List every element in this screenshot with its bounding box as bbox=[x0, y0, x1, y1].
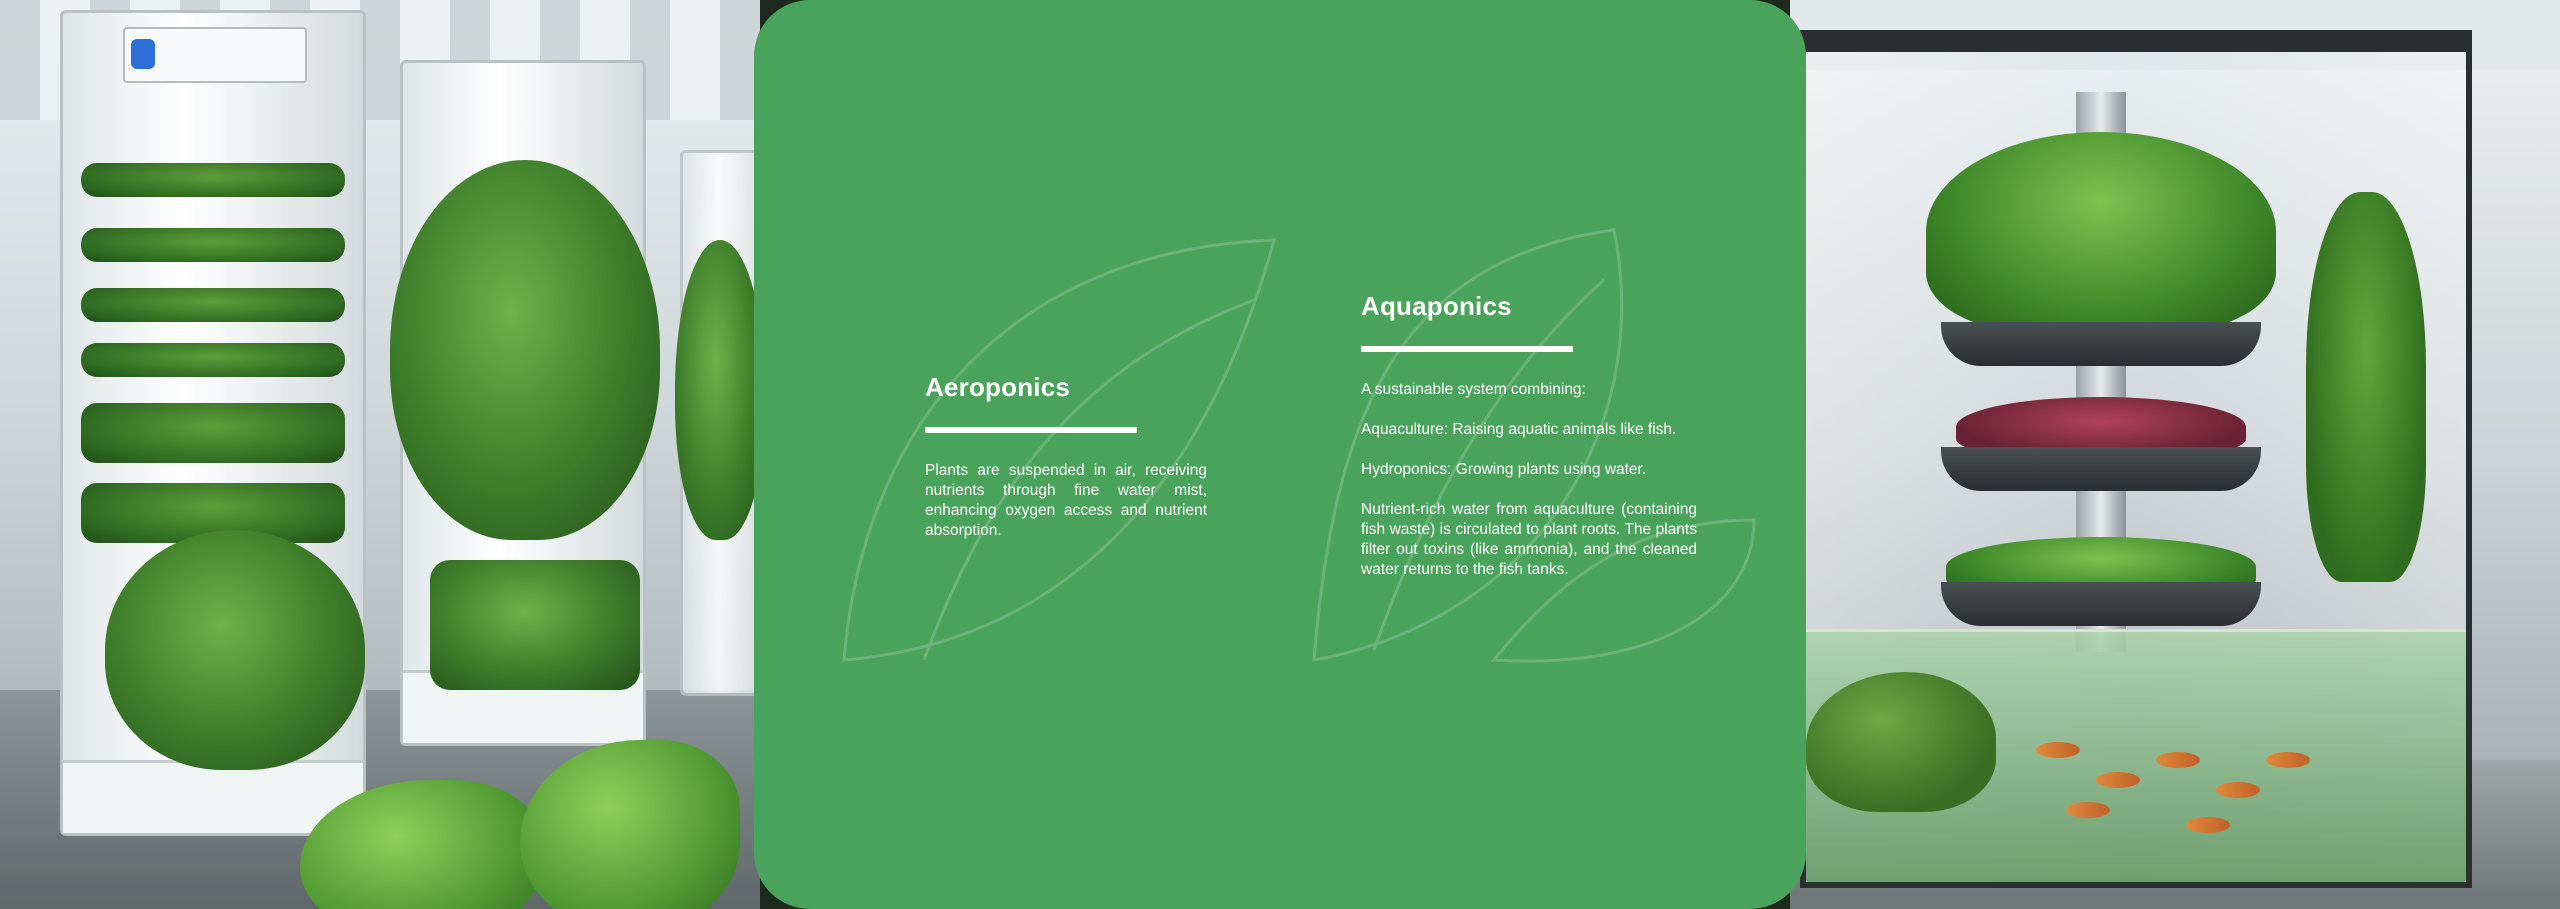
title-underline bbox=[925, 427, 1137, 433]
fish bbox=[2186, 817, 2230, 833]
side-plant bbox=[2306, 192, 2426, 582]
aeroponics-title: Aeroponics bbox=[925, 372, 1071, 402]
vertical-farming-towers-photo bbox=[0, 0, 760, 909]
aquaponics-cycle: Nutrient-rich water from aquaculture (containing fish waste) is circulated to plant roots. The plants filter out toxins (like ammonia), and the cleaned water returns to the fish tanks. bbox=[1361, 501, 1697, 578]
plant-cluster bbox=[675, 240, 760, 540]
aquaponics-hydroponics: Hydroponics: Growing plants using water. bbox=[1361, 461, 1647, 478]
plant-cluster bbox=[105, 530, 365, 770]
tray bbox=[1941, 447, 2261, 491]
fish bbox=[2216, 782, 2260, 798]
content-card bbox=[754, 0, 1806, 909]
plant-shelf bbox=[81, 228, 345, 262]
tank-water bbox=[1806, 629, 2466, 882]
plant-cluster bbox=[390, 160, 660, 540]
aquaponics-intro: A sustainable system combining: bbox=[1361, 381, 1586, 398]
fish bbox=[2266, 752, 2310, 768]
tray bbox=[1941, 582, 2261, 626]
fish bbox=[2096, 772, 2140, 788]
aquaponics-tank-photo bbox=[1790, 0, 2560, 909]
moss-ball bbox=[1806, 672, 1996, 812]
aeroponics-section bbox=[925, 371, 1207, 561]
fish bbox=[2156, 752, 2200, 768]
plant-shelf bbox=[81, 343, 345, 377]
title-underline bbox=[1361, 346, 1573, 352]
aquaponics-section bbox=[1361, 290, 1697, 600]
fish bbox=[2036, 742, 2080, 758]
aeroponics-description: Plants are suspended in air, receiving nutrients through fine water mist, enhancing oxygen access and nutrient absorption. bbox=[925, 462, 1207, 539]
plant-cluster bbox=[430, 560, 640, 690]
control-panel bbox=[123, 27, 307, 83]
plant-tier-top bbox=[1926, 132, 2276, 332]
plant-shelf bbox=[81, 403, 345, 463]
aquaponics-aquaculture: Aquaculture: Raising aquatic animals like fish. bbox=[1361, 421, 1677, 438]
aquaponics-title: Aquaponics bbox=[1361, 291, 1512, 321]
aquaponics-tank bbox=[1800, 30, 2472, 888]
plant-shelf bbox=[81, 163, 345, 197]
plant-shelf bbox=[81, 288, 345, 322]
fish bbox=[2066, 802, 2110, 818]
tray bbox=[1941, 322, 2261, 366]
